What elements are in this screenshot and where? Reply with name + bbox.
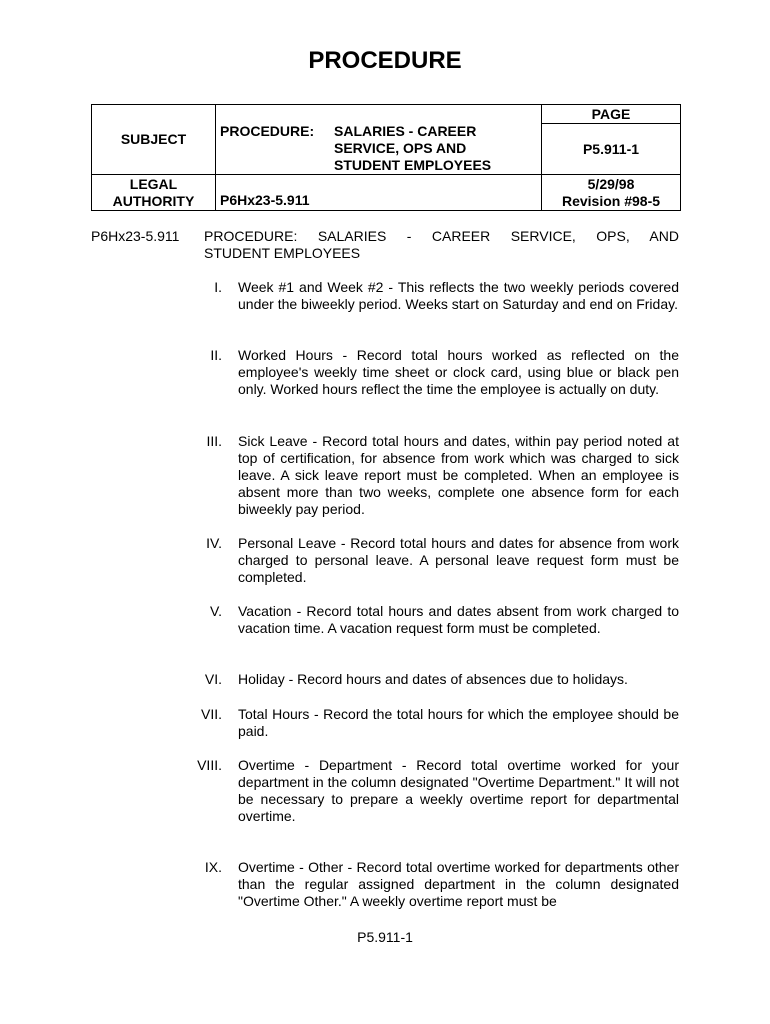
legal-authority-value: P6Hx23-5.911 bbox=[216, 175, 542, 211]
date-revision-cell bbox=[542, 175, 681, 211]
date: 5/29/98 bbox=[587, 175, 635, 192]
item-text: Vacation - Record total hours and dates absent from work charged to vacation time. A vacation request form must be completed. bbox=[238, 603, 679, 636]
item-number: V. bbox=[210, 603, 222, 619]
item-number: I. bbox=[214, 279, 222, 295]
rule-title bbox=[204, 228, 679, 262]
page-footer: P5.911-1 bbox=[357, 929, 413, 945]
procedure-value-line-3: STUDENT EMPLOYEES bbox=[334, 157, 492, 173]
page-value: P5.911-1 bbox=[542, 124, 681, 175]
item-number: VIII. bbox=[197, 757, 222, 773]
legal-label-line-1: LEGAL bbox=[129, 175, 178, 192]
legal-authority-label bbox=[92, 175, 216, 211]
item-text: Overtime - Department - Record total overtime worked for your department in the column designated "Overtime Department." It will not be necessary to prepare a weekly overtime report for departmental overtime. bbox=[238, 757, 679, 824]
item-number: VI. bbox=[204, 671, 222, 687]
procedure-value-line-2: SERVICE, OPS AND bbox=[334, 140, 467, 156]
rule-title-line-2: STUDENT EMPLOYEES bbox=[204, 245, 361, 261]
item-text: Personal Leave - Record total hours and dates for absence from work charged to personal leave. A personal leave request form must be completed. bbox=[238, 535, 679, 585]
item-text: Total Hours - Record the total hours for which the employee should be paid. bbox=[238, 706, 679, 739]
subject-label: SUBJECT bbox=[92, 105, 216, 175]
procedure-cell bbox=[216, 105, 542, 175]
header-table bbox=[91, 104, 681, 211]
procedure-label: PROCEDURE: bbox=[220, 123, 315, 139]
page-title: PROCEDURE bbox=[308, 47, 462, 74]
item-number: VII. bbox=[200, 706, 222, 722]
item-text: Overtime - Other - Record total overtime worked for departments other than the regular assigned department in the column designated "Overtime Other." A weekly overtime report must be bbox=[238, 859, 679, 909]
revision: Revision #98-5 bbox=[561, 192, 661, 209]
item-text: Sick Leave - Record total hours and dates, within pay period noted at top of certification, for absence from work which was charged to sick leave. A sick leave report must be completed. When an employee is absent more than two weeks, complete one absence form for each biweekly pay period. bbox=[238, 433, 679, 517]
procedure-value-line-1: SALARIES - CAREER bbox=[334, 123, 477, 139]
item-number: II. bbox=[210, 347, 222, 363]
rule-code: P6Hx23-5.911 bbox=[91, 228, 180, 244]
item-number: IX. bbox=[204, 859, 222, 875]
item-number: IV. bbox=[206, 535, 222, 551]
item-text: Week #1 and Week #2 - This reflects the two weekly periods covered under the biweekly period. Weeks start on Saturday and end on Friday. bbox=[238, 279, 679, 312]
item-number: III. bbox=[206, 433, 222, 449]
rule-title-line-1: PROCEDURE: SALARIES - CAREER SERVICE, OPS, AND bbox=[204, 228, 679, 244]
page-label: PAGE bbox=[542, 105, 681, 124]
item-text: Worked Hours - Record total hours worked as reflected on the employee's weekly time sheet or clock card, using blue or black pen only. Worked hours reflect the time the employee is actually on duty. bbox=[238, 347, 679, 397]
legal-label-line-2: AUTHORITY bbox=[112, 192, 195, 209]
item-text: Holiday - Record hours and dates of absences due to holidays. bbox=[238, 671, 628, 687]
